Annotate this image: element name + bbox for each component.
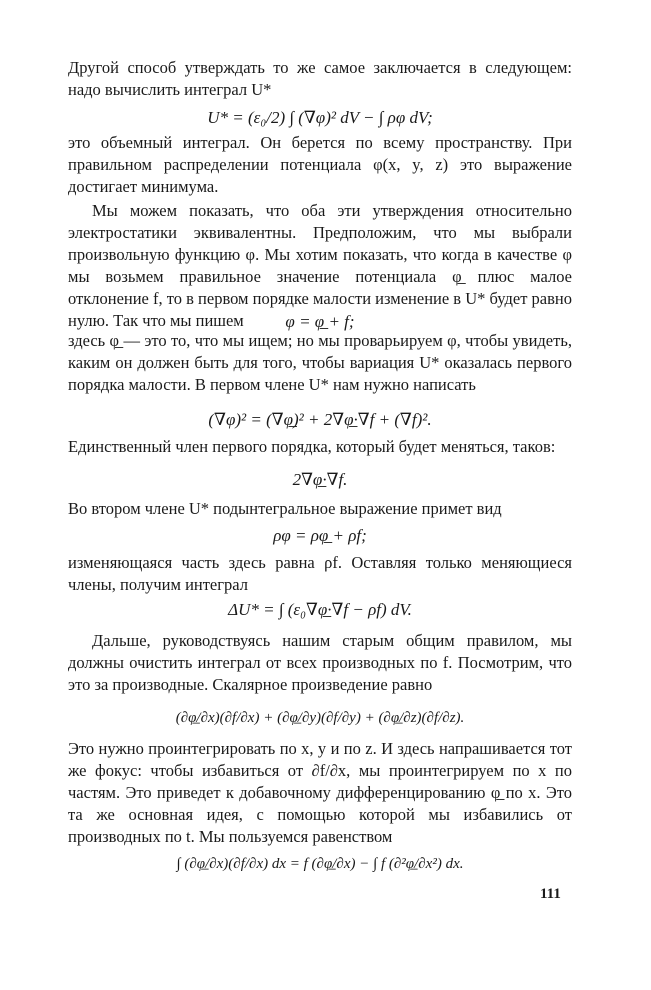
paragraph: здесь φ̲ — это то, что мы ищем; но мы проварьируем φ, чтобы увидеть, каким он должен быть для того, чтобы вариация U* оказалась первого порядка малости. В первом члене U* нам нужно написать bbox=[68, 331, 572, 394]
paragraph: это объемный интеграл. Он берется по всему пространству. При правильном распределении потенциала φ(x, y, z) это выражение достигает минимума. bbox=[68, 133, 572, 196]
paragraph: Дальше, руководствуясь нашим старым общим правилом, мы должны очистить интеграл от всех производных по f. Посмотрим, что это за производные. Скалярное произведение равно bbox=[68, 631, 572, 694]
paragraph: изменяющаяся часть здесь равна ρf. Оставляя только меняющиеся члены, получим интеграл bbox=[68, 553, 572, 594]
paragraph: Единственный член первого порядка, который будет меняться, таков: bbox=[68, 437, 556, 456]
equation: ΔU* = ∫ (ε₀∇φ̲·∇f − ρf) dV. bbox=[228, 600, 412, 619]
paragraph: Мы можем показать, что оба эти утверждения относительно электростатики эквивалентны. Предположим, что мы выбрали произвольную функцию φ. Мы хотим показать, что когда в качестве φ мы возьмем правильное значение потенциала φ̲ плюс малое отклонение f, то в первом порядке малости изменение в U* будет равно нулю. Так что мы пишем bbox=[68, 201, 572, 330]
paragraph: Другой способ утверждать то же самое заключается в следующем: надо вычислить интеграл U* bbox=[68, 58, 572, 99]
equation: ∫ (∂φ̲/∂x)(∂f/∂x) dx = f (∂φ̲/∂x) − ∫ f (∂²φ̲/∂x²) dx. bbox=[176, 856, 464, 872]
paragraph: Во втором члене U* подынтегральное выражение примет вид bbox=[68, 499, 502, 518]
page-number: 111 bbox=[540, 886, 561, 902]
equation: ρφ = ρφ̲ + ρf; bbox=[273, 526, 367, 545]
equation: 2∇φ̲·∇f. bbox=[292, 470, 348, 489]
equation: φ = φ̲ + f; bbox=[285, 312, 355, 331]
equation: U* = (ε₀/2) ∫ (∇φ)² dV − ∫ ρφ dV; bbox=[207, 108, 433, 127]
equation: (∂φ̲/∂x)(∂f/∂x) + (∂φ̲/∂y)(∂f/∂y) + (∂φ̲/∂z)(∂f/∂z). bbox=[175, 710, 465, 726]
paragraph: Это нужно проинтегрировать по x, y и по z. И здесь напрашивается тот же фокус: чтобы избавиться от ∂f/∂x, мы проинтегрируем по x по частям. Это приведет к добавочному дифференцированию φ̲ по x. Это та же основная идея, с помощью которой мы избавились от производных по t. Мы пользуемся равенством bbox=[68, 739, 572, 846]
equation: (∇φ)² = (∇φ̲)² + 2∇φ̲·∇f + (∇f)². bbox=[208, 410, 432, 429]
